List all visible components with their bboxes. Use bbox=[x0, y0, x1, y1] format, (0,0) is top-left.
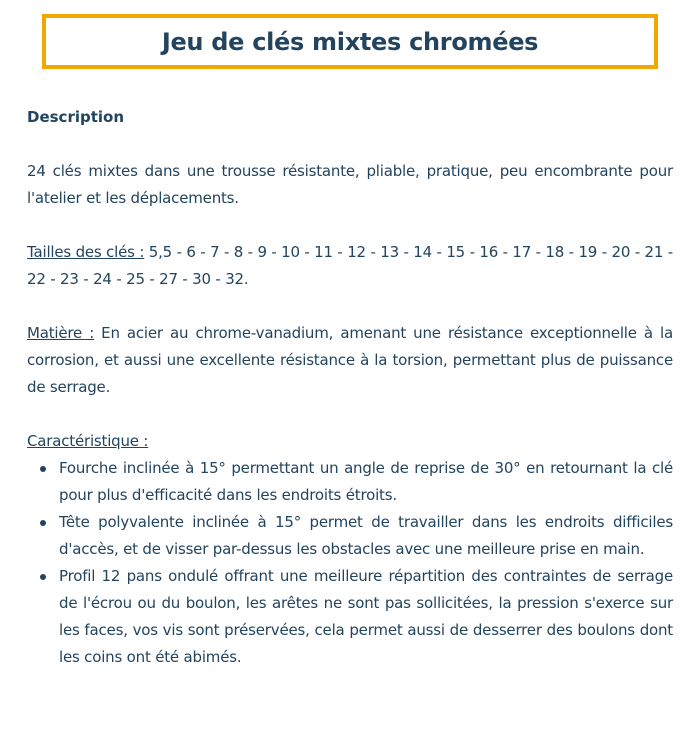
product-description bbox=[27, 104, 673, 671]
page-title: Jeu de clés mixtes chromées bbox=[161, 27, 539, 56]
sizes-value: 5,5 - 6 - 7 - 8 - 9 - 10 - 11 - 12 - 13 - 14 - 15 - 16 - 17 - 18 - 19 - 20 - 21 - 22 - 23 - 24 - 25 - 27 - 30 - 32. bbox=[27, 243, 674, 288]
list-item-text: Fourche inclinée à 15° permettant un angle de reprise de 30° en retournant la clé pour plus d'efficacité dans les endroits étroits. bbox=[59, 459, 673, 504]
bullet-icon bbox=[40, 466, 46, 472]
list-item bbox=[27, 455, 673, 509]
characteristics-list bbox=[27, 455, 673, 671]
characteristics-label: Caractéristique : bbox=[27, 432, 149, 450]
material-paragraph bbox=[27, 320, 673, 401]
list-item-text: Profil 12 pans ondulé offrant une meilleure répartition des contraintes de serrage de l'écrou ou du boulon, les arêtes ne sont pas sollicitées, la pression s'exerce sur les faces, vos vis sont préservées, cela permet aussi de desserrer des boulons dont les coins ont été abimés. bbox=[59, 567, 673, 666]
sizes-label: Tailles des clés : bbox=[27, 243, 145, 261]
material-label: Matière : bbox=[27, 324, 95, 342]
characteristics-section bbox=[27, 428, 673, 671]
intro-paragraph: 24 clés mixtes dans une trousse résistante, pliable, pratique, peu encombrante pour l'atelier et les déplacements. bbox=[27, 162, 673, 207]
description-heading: Description bbox=[27, 108, 125, 126]
title-banner bbox=[42, 14, 658, 69]
bullet-icon bbox=[40, 520, 46, 526]
material-value: En acier au chrome-vanadium, amenant une résistance exceptionnelle à la corrosion, et aussi une excellente résistance à la torsion, permettant plus de puissance de serrage. bbox=[27, 324, 673, 396]
list-item bbox=[27, 563, 673, 671]
sizes-paragraph bbox=[27, 239, 673, 293]
bullet-icon bbox=[40, 574, 46, 580]
list-item bbox=[27, 509, 673, 563]
list-item-text: Tête polyvalente inclinée à 15° permet de travailler dans les endroits difficiles d'accès, et de visser par-dessus les obstacles avec une meilleure prise en main. bbox=[59, 513, 673, 558]
